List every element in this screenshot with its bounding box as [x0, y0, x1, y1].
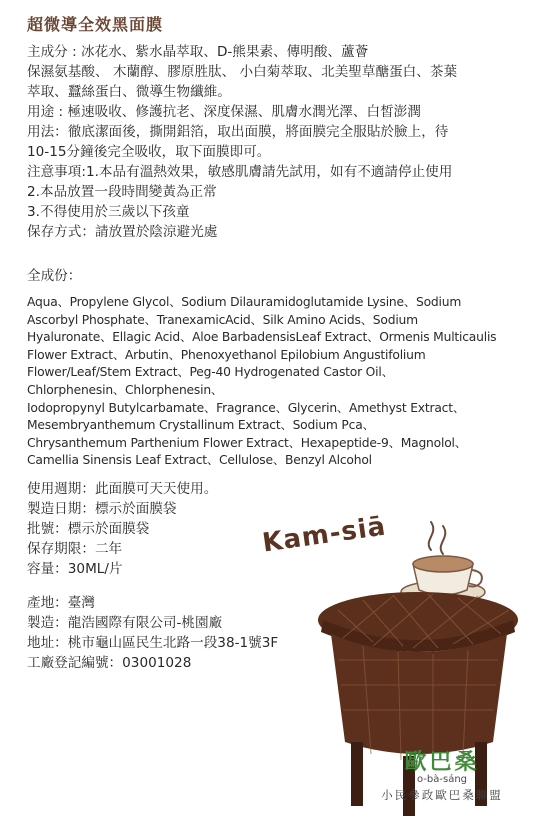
brand-logo: [372, 745, 512, 803]
ingredient-line: Iodopropynyl Butylcarbamate、Fragrance、Glycerin、Amethyst Extract、: [27, 400, 465, 415]
ingredient-line: Hyaluronate、Ellagic Acid、Aloe BarbadensisLeaf Extract、Ormenis Multicaulis: [27, 330, 497, 345]
ingredient-line: Chrysanthemum Parthenium Flower Extract、Hexapeptide-9、Magnolol、: [27, 435, 467, 450]
info-line: 用法：徹底潔面後，撕開鋁箔，取出面膜，將面膜完全服貼於臉上，待: [27, 124, 449, 140]
maker-line: 工廠登記編號：03001028: [27, 655, 192, 671]
maker-line: 地址：桃市龜山區民生北路一段38-1號3F: [27, 635, 279, 651]
product-title: 超微導全效黑面膜: [27, 15, 164, 34]
ingredient-line: Flower/Leaf/Stem Extract、Peg-40 Hydrogenated Castor Oil、: [27, 365, 394, 380]
usage-line: 批號：標示於面膜袋: [27, 521, 150, 537]
info-line: 萃取、蠶絲蛋白、微導生物纖維。: [27, 84, 231, 100]
kamsia-caption: Kam-siā: [260, 511, 388, 559]
ingredients-heading: 全成份：: [27, 268, 82, 284]
info-line: 主成分 : 冰花水、紫水晶萃取、D-熊果素、傳明酸、蘆薈: [27, 44, 369, 60]
info-line: 10-15分鐘後完全吸收，取下面膜即可。: [27, 144, 271, 160]
brand-name: 歐巴桑: [404, 750, 480, 775]
ingredient-line: Chlorphenesin、Chlorphenesin、: [27, 382, 224, 397]
info-line: 2.本品放置一段時間變黃為正常: [27, 184, 217, 200]
usage-line: 使用週期：此面膜可天天使用。: [27, 481, 218, 497]
ingredient-line: Flower Extract、Arbutin、Phenoxyethanol Epilobium Angustifolium: [27, 347, 426, 362]
usage-line: 容量：30ML/片: [27, 561, 123, 577]
brand-romanization: o-bà-sáng: [416, 774, 468, 785]
ingredient-line: Ascorbyl Phosphate、TranexamicAcid、Silk Amino Acids、Sodium: [27, 312, 418, 327]
ingredient-line: Mesembryanthemum Crystallinum Extract、Sodium Pca、: [27, 418, 375, 433]
info-line: 3.不得使用於三歲以下孩童: [27, 204, 190, 220]
brand-tagline: 小民參政歐巴桑聯盟: [381, 788, 503, 802]
info-line: 保存方式：請放置於陰涼避光處: [27, 224, 218, 240]
ingredients-list: [27, 294, 523, 470]
steam-icon: [429, 522, 446, 554]
usage-line: 保存期限：二年: [27, 541, 123, 557]
ingredient-line: Camellia Sinensis Leaf Extract、Cellulose、Benzyl Alcohol: [27, 453, 372, 468]
main-info-block: [27, 42, 523, 242]
maker-line: 產地：臺灣: [27, 595, 95, 611]
info-line: 用途 : 極速吸收、修護抗老、深度保濕、肌膚水潤光澤、白皙澎潤: [27, 104, 421, 120]
maker-line: 製造：龍浩國際有限公司-桃園廠: [27, 615, 223, 631]
info-line: 保濕氨基酸、 木蘭醇、膠原胜肽、 小白菊萃取、北美聖草醣蛋白、茶葉: [27, 64, 458, 80]
info-line: 注意事項:1.本品有溫熱效果，敏感肌膚請先試用，如有不適請停止使用: [27, 164, 453, 180]
ingredient-line: Aqua、Propylene Glycol、Sodium Dilauramidoglutamide Lysine、Sodium: [27, 295, 462, 309]
usage-line: 製造日期：標示於面膜袋: [27, 501, 177, 517]
